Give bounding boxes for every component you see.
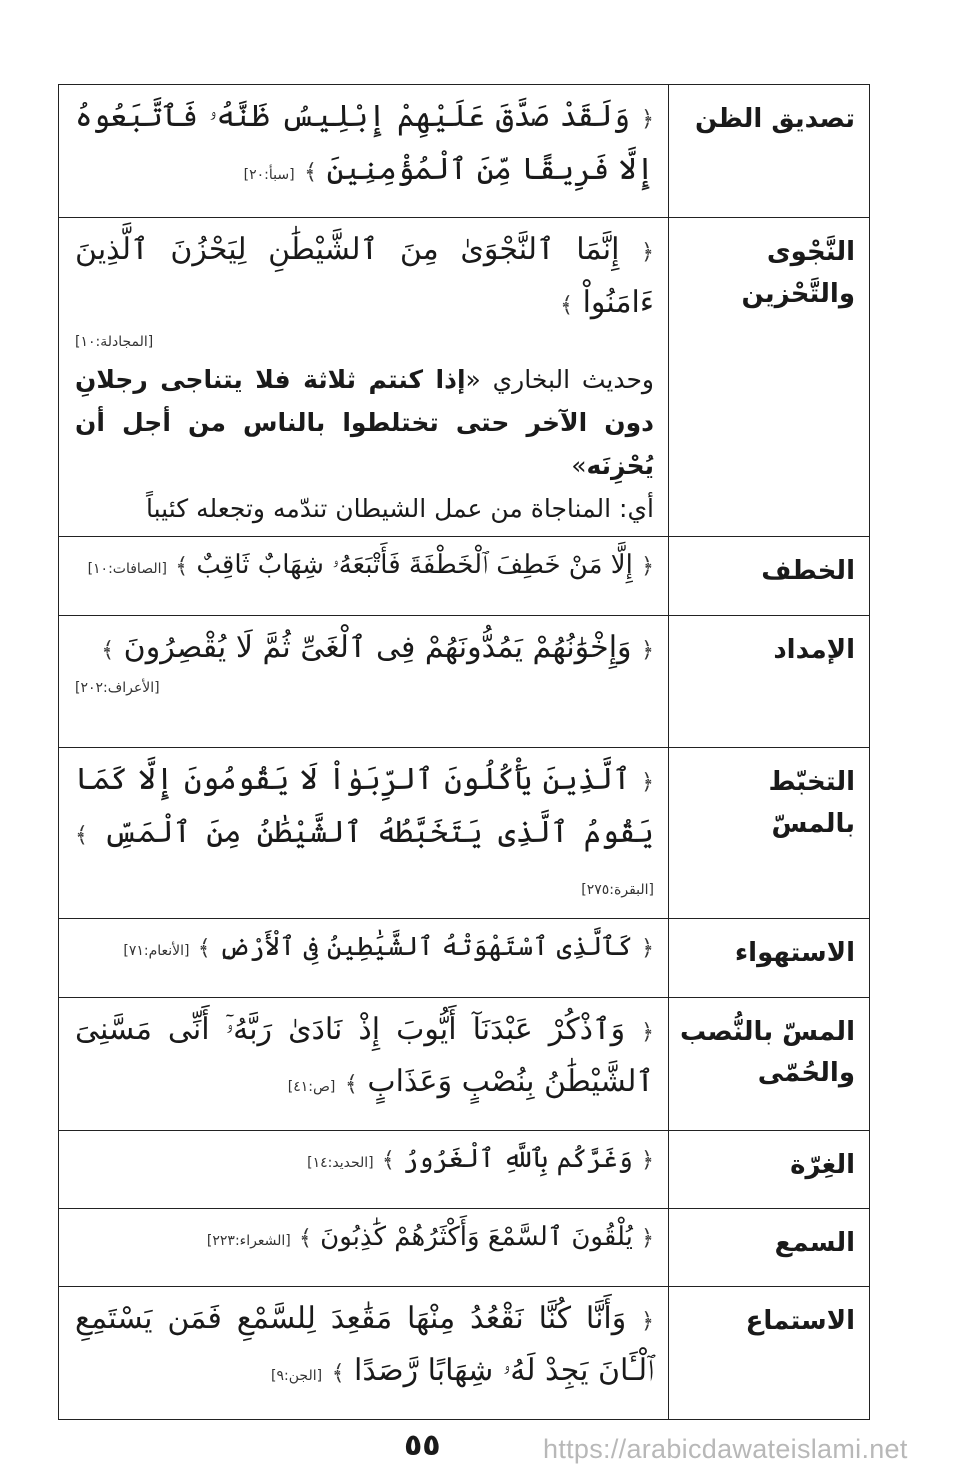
verse-reference-line — [75, 331, 654, 350]
verse-reference: [سبأ:٢٠] — [243, 166, 295, 183]
verse-cell — [59, 1286, 669, 1419]
table-row — [59, 997, 870, 1130]
verse-reference: [البقرة:٢٧٥] — [581, 882, 654, 898]
quran-verse — [75, 543, 654, 589]
verse-cell — [59, 218, 669, 537]
verse-cell — [59, 85, 669, 218]
table-row — [59, 1130, 870, 1208]
term-cell: السمع — [669, 1208, 870, 1286]
quran-verse — [75, 622, 654, 675]
ornament-open: ﴿ — [641, 107, 654, 132]
verse-text: وَإِخْوَٰنُهُمْ يَمُدُّونَهُمْ فِى ٱلْغَىِّ ثُمَّ لَا يُقْصِرُونَ — [123, 630, 632, 665]
quran-verse — [75, 1137, 654, 1183]
verse-text: وَلَقَدْ صَدَّقَ عَلَيْهِمْ إِبْلِيسُ ظَنَّهُۥ فَٱتَّبَعُوهُ إِلَّا فَرِيقًا مِّنَ ٱلْمُؤْمِنِينَ — [75, 99, 654, 187]
term-cell: المسّ بالنُّصب والحُمّى — [669, 997, 870, 1130]
table-row — [59, 616, 870, 748]
verse-reference: [الصافات:١٠] — [87, 561, 167, 577]
ornament-open: ﴿ — [641, 770, 654, 795]
ornament-open: ﴿ — [641, 1225, 654, 1251]
quran-verse — [75, 754, 654, 912]
verse-text: وَغَرَّكُم بِٱللَّهِ ٱلْغَرُورُ — [403, 1143, 633, 1174]
quran-verse — [75, 1293, 654, 1398]
ornament-open: ﴿ — [641, 1308, 654, 1334]
verse-cell — [59, 1208, 669, 1286]
table-row — [59, 918, 870, 997]
verse-reference: [الشعراء:٢٢٣] — [206, 1232, 291, 1249]
verse-text: إِنَّمَا ٱلنَّجْوَىٰ مِنَ ٱلشَّيْطَٰنِ لِيَحْزُنَ ٱلَّذِينَ ءَامَنُواْ — [75, 232, 654, 320]
quran-verse — [75, 1215, 654, 1261]
table-row — [59, 748, 870, 919]
table-row — [59, 1208, 870, 1286]
term-cell: الخطف — [669, 537, 870, 616]
verse-reference: [ص:٤١] — [287, 1079, 336, 1095]
term-cell: الاستهواء — [669, 918, 870, 997]
ornament-close: ﴾ — [344, 1072, 358, 1097]
verse-text: يُلْقُونَ ٱلسَّمْعَ وَأَكْثَرُهُمْ كَٰذِبُونَ — [320, 1221, 633, 1252]
ornament-close: ﴾ — [299, 1225, 312, 1251]
verse-cell — [59, 997, 669, 1130]
verse-reference: [الأعراف:٢٠٢] — [75, 679, 160, 696]
ornament-close: ﴾ — [197, 935, 211, 961]
term-cell: تصديق الظن — [669, 85, 870, 218]
verse-cell — [59, 918, 669, 997]
table-row — [59, 1286, 870, 1419]
ornament-close: ﴾ — [75, 822, 88, 848]
ornament-close: ﴾ — [101, 638, 115, 663]
quran-verse — [75, 91, 654, 196]
term-cell: النَّجْوى والتَّحْزين — [669, 218, 870, 537]
hadith-intro: وحديث البخاري « — [465, 365, 654, 394]
hadith-text: إذا كنتم ثلاثة فلا يتناجى رجلانِ دون الآخر حتى تختلطوا بالناس من أجل أن يُحْزِنَه — [75, 365, 654, 480]
verse-cell — [59, 537, 669, 616]
ornament-close: ﴾ — [331, 1361, 345, 1386]
hadith-paragraph — [75, 358, 654, 487]
verse-reference: [الأنعام:٧١] — [123, 942, 190, 959]
verse-text: إِلَّا مَنْ خَطِفَ ٱلْخَطْفَةَ فَأَتْبَعَهُۥ شِهَابٌ ثَاقِبٌ — [196, 550, 633, 580]
verse-text: كَٱلَّذِى ٱسْتَهْوَتْهُ ٱلشَّيَٰطِينُ فِى ٱلْأَرْضِ — [218, 931, 633, 962]
ornament-close: ﴾ — [304, 159, 318, 185]
table-row — [59, 537, 870, 616]
page-number: ٥٥ — [404, 1428, 441, 1463]
ornament-open: ﴿ — [641, 240, 654, 265]
verse-reference: [الجن:٩] — [271, 1368, 323, 1384]
ornament-open: ﴿ — [641, 1147, 654, 1173]
verse-text: وَأَنَّا كُنَّا نَقْعُدُ مِنْهَا مَقَٰعِدَ لِلسَّمْعِ فَمَن يَسْتَمِعِ ٱلْـَٔانَ يَجِدْ لَهُۥ شِهَابًا رَّصَدًا — [75, 1300, 654, 1388]
term-cell: الغِرّة — [669, 1130, 870, 1208]
ornament-close: ﴾ — [560, 292, 574, 318]
quran-verse — [75, 224, 654, 329]
ornament-open: ﴿ — [641, 935, 654, 961]
quran-verse — [75, 1004, 654, 1109]
ornament-open: ﴿ — [641, 554, 654, 579]
ornament-close: ﴾ — [381, 1147, 395, 1173]
ornament-open: ﴿ — [641, 1019, 654, 1045]
verse-text: وَٱذْكُرْ عَبْدَنَآ أَيُّوبَ إِذْ نَادَىٰ رَبَّهُۥٓ أَنِّى مَسَّنِىَ ٱلشَّيْطَٰنُ بِنُصْبٍ وَعَذَابٍ — [75, 1011, 654, 1099]
ornament-close: ﴾ — [175, 554, 189, 579]
term-cell: الإمداد — [669, 616, 870, 748]
verse-text: ٱلَّذِينَ يَأْكُلُونَ ٱلرِّبَوٰاْ لَا يَقُومُونَ إِلَّا كَمَا يَقُومُ ٱلَّذِى يَتَخَبَّطُهُ ٱلشَّيْطَٰنُ مِنَ ٱلْمَسِّ — [75, 762, 654, 850]
term-cell: التخبّط بالمسّ — [669, 748, 870, 919]
watermark-url: https://arabicdawateislami.net — [543, 1434, 908, 1464]
verse-reference-line — [75, 677, 654, 696]
verse-reference: [الحديد:١٤] — [307, 1154, 374, 1171]
verse-cell — [59, 616, 669, 748]
verse-cell — [59, 748, 669, 919]
verse-cell — [59, 1130, 669, 1208]
ornament-open: ﴿ — [641, 638, 654, 663]
verse-reference: [المجادلة:١٠] — [75, 334, 154, 350]
explanation-line: أي: المناجاة من عمل الشيطان تندّمه وتجعله كئيباً — [145, 494, 654, 523]
table-row — [59, 85, 870, 218]
term-cell: الاستماع — [669, 1286, 870, 1419]
table-row — [59, 218, 870, 537]
glossary-table — [58, 84, 870, 1420]
quran-verse — [75, 925, 654, 971]
hadith-close: » — [571, 451, 587, 480]
